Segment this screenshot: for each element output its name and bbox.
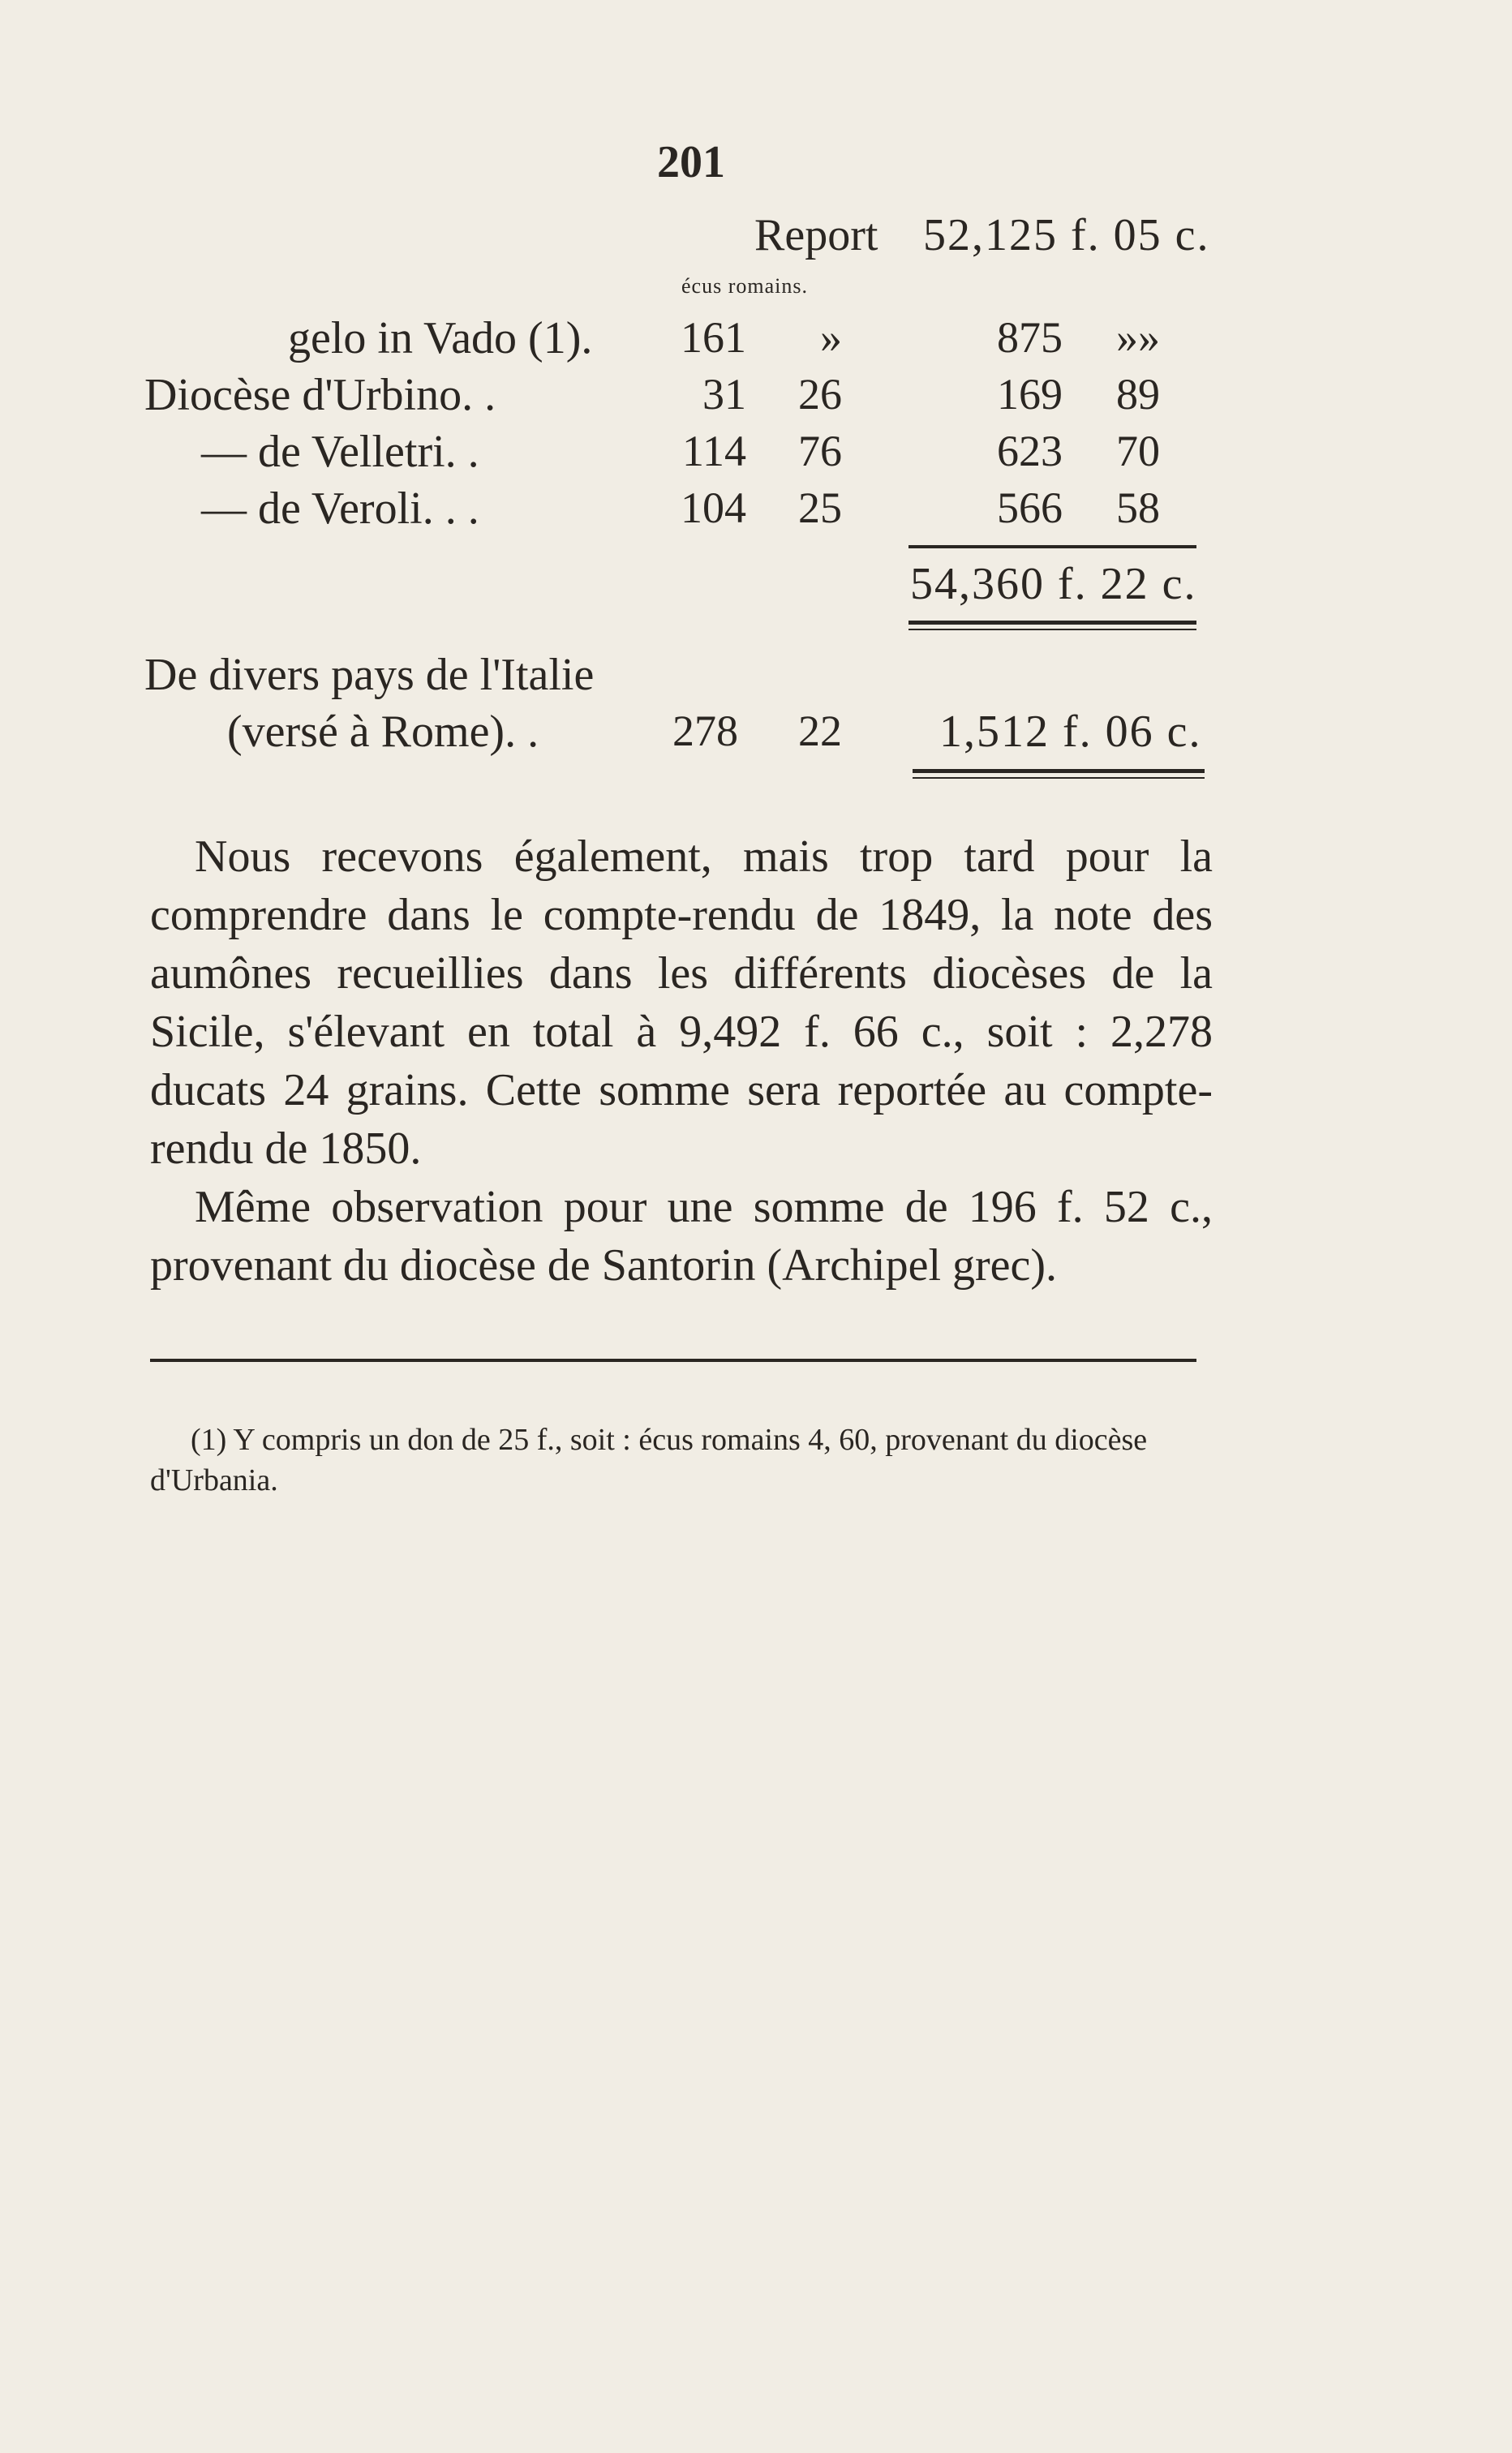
table-row-ecus: 31 — [702, 370, 746, 419]
page-number: 201 — [657, 137, 725, 187]
report-label: Report — [754, 210, 878, 260]
italie-cent: 22 — [798, 707, 842, 755]
body-paragraph: Nous recevons également, mais trop tard pour la comprendre dans le compte-rendu de 1849, la note des aumônes recueillies dans les différents diocèses de la Sicile, s'élevant en total à 9,492 f. 66 c., soit : 2,278 ducats 24 grains. Cette somme sera reportée au compte-rendu de 1850. — [150, 831, 1213, 1174]
table-row-cent: » — [820, 313, 842, 362]
table-row-centimes: 58 — [1116, 483, 1160, 532]
table-row-cent: 26 — [798, 370, 842, 419]
total-value: 54,360 f. 22 c. — [910, 559, 1197, 609]
table-row-cent: 25 — [798, 483, 842, 532]
table-row-francs: 623 — [997, 427, 1063, 475]
italie-double-rule-top — [913, 769, 1205, 773]
footnote: (1) Y compris un don de 25 f., soit : écus romains 4, 60, provenant du diocèse d'Urbania. — [150, 1423, 1148, 1497]
total-double-rule-bottom — [908, 629, 1196, 630]
table-row-ecus: 104 — [681, 483, 746, 532]
table-row-label: — de Veroli. . . — [201, 483, 479, 534]
italie-ecus: 278 — [672, 707, 738, 755]
italie-double-rule-bottom — [913, 777, 1205, 779]
italie-label-line2: (versé à Rome). . — [227, 707, 539, 757]
table-row-francs: 169 — [997, 370, 1063, 419]
table-row-label: — de Velletri. . — [201, 427, 479, 477]
table-row-ecus: 114 — [682, 427, 746, 475]
table-row-label: gelo in Vado (1). — [288, 313, 593, 363]
body-paragraph: Même observation pour une somme de 196 f. 52 c., provenant du diocèse de Santorin (Archipel grec). — [150, 1182, 1213, 1291]
table-row-cent: 76 — [798, 427, 842, 475]
italie-label-line1: De divers pays de l'Italie — [144, 650, 595, 700]
table-row-centimes: 89 — [1116, 370, 1160, 419]
table-row-centimes: »» — [1116, 313, 1160, 362]
column-header: écus romains. — [681, 274, 808, 298]
sum-rule — [908, 545, 1196, 548]
table-row-francs: 875 — [997, 313, 1063, 362]
table-row-ecus: 161 — [681, 313, 746, 362]
report-value: 52,125 f. 05 c. — [923, 210, 1210, 260]
table-row-centimes: 70 — [1116, 427, 1160, 475]
footnote-rule — [150, 1359, 1196, 1362]
table-row-francs: 566 — [997, 483, 1063, 532]
table-row-label: Diocèse d'Urbino. . — [144, 370, 496, 420]
total-double-rule-top — [908, 621, 1196, 625]
italie-value: 1,512 f. 06 c. — [939, 707, 1202, 757]
